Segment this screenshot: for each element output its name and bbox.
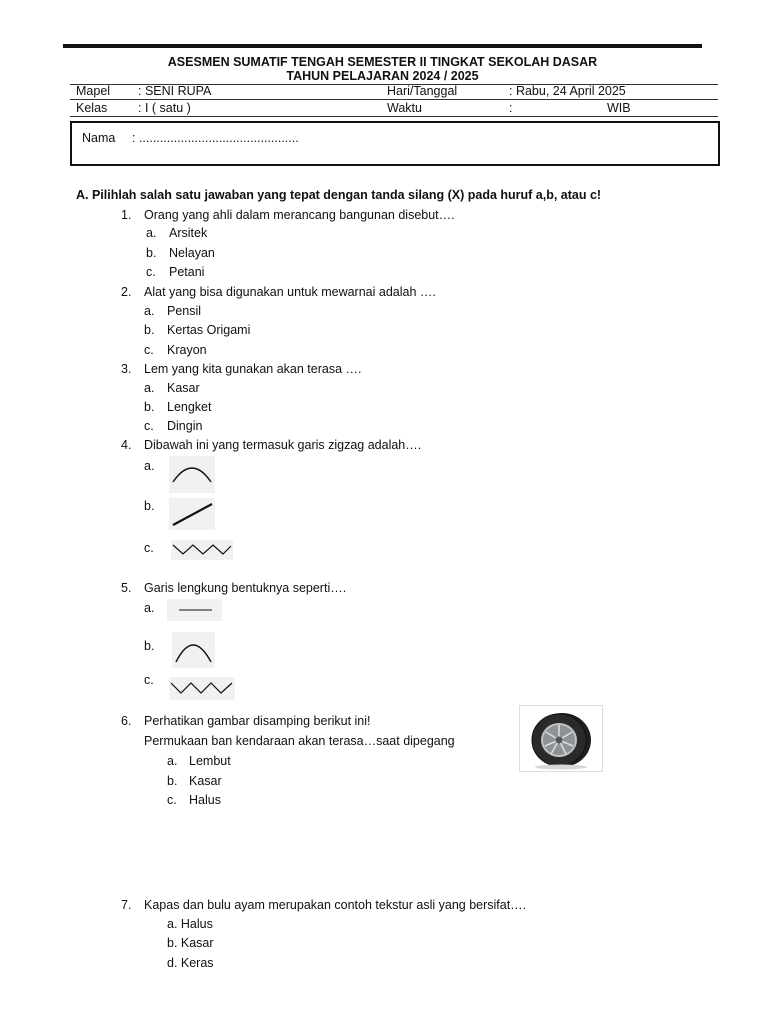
zigzag-line-icon-2[interactable]	[169, 677, 235, 700]
q6-option-c-letter: c.	[167, 793, 177, 807]
q6-option-c[interactable]: Halus	[189, 793, 221, 807]
exam-title: ASESMEN SUMATIF TENGAH SEMESTER II TINGKAT SEKOLAH DASAR	[167, 55, 598, 69]
q6-option-b-letter: b.	[167, 774, 178, 788]
q5-option-c-letter: c.	[144, 673, 154, 687]
q3-number: 3.	[121, 362, 132, 376]
q2-text: Alat yang bisa digunakan untuk mewarnai adalah ….	[144, 285, 436, 299]
q7-option-b[interactable]: b. Kasar	[167, 936, 214, 950]
kelas-label: Kelas	[76, 101, 108, 115]
q1-option-a-letter: a.	[146, 226, 157, 240]
diagonal-line-icon[interactable]	[169, 498, 215, 530]
header-top-rule	[63, 44, 702, 48]
arc-line-icon-2[interactable]	[172, 632, 215, 668]
q2-option-c-letter: c.	[144, 343, 154, 357]
header-divider-bottom	[70, 116, 718, 117]
name-label: Nama	[82, 131, 116, 145]
q6-option-b[interactable]: Kasar	[189, 774, 222, 788]
q2-number: 2.	[121, 285, 132, 299]
q1-option-b[interactable]: Nelayan	[169, 246, 215, 260]
q2-option-a-letter: a.	[144, 304, 155, 318]
q4-number: 4.	[121, 438, 132, 452]
tire-icon	[519, 705, 603, 772]
name-box[interactable]	[70, 121, 720, 166]
q7-option-c[interactable]: d. Keras	[167, 956, 214, 970]
q6-option-a[interactable]: Lembut	[189, 754, 231, 768]
q4-option-a-letter: a.	[144, 459, 155, 473]
q5-option-b-letter: b.	[144, 639, 155, 653]
q4-option-b-letter: b.	[144, 499, 155, 513]
q6-text: Perhatikan gambar disamping berikut ini!	[144, 714, 371, 728]
q2-option-a[interactable]: Pensil	[167, 304, 202, 318]
mapel-label: Mapel	[76, 84, 111, 98]
q3-option-b[interactable]: Lengket	[167, 400, 212, 414]
q1-option-b-letter: b.	[146, 246, 157, 260]
hari-value: : Rabu, 24 April 2025	[509, 84, 626, 98]
q4-text: Dibawah ini yang termasuk garis zigzag adalah….	[144, 438, 422, 452]
q4-option-c-letter: c.	[144, 541, 154, 555]
q3-option-a-letter: a.	[144, 381, 155, 395]
name-field[interactable]: : ..............................................	[132, 131, 299, 145]
q1-option-a[interactable]: Arsitek	[169, 226, 208, 240]
q2-option-c[interactable]: Krayon	[167, 343, 207, 357]
mapel-value: : SENI RUPA	[138, 84, 212, 98]
header-divider-mid	[70, 99, 718, 100]
q2-option-b-letter: b.	[144, 323, 155, 337]
q7-text: Kapas dan bulu ayam merupakan contoh tekstur asli yang bersifat….	[144, 898, 527, 912]
q7-option-a[interactable]: a. Halus	[167, 917, 213, 931]
q1-number: 1.	[121, 208, 132, 222]
q3-option-a[interactable]: Kasar	[167, 381, 200, 395]
q2-option-b[interactable]: Kertas Origami	[167, 323, 251, 337]
q3-option-c-letter: c.	[144, 419, 154, 433]
q6-option-a-letter: a.	[167, 754, 178, 768]
kelas-value: : I ( satu )	[138, 101, 191, 115]
hari-label: Hari/Tanggal	[387, 84, 458, 98]
exam-year: TAHUN PELAJARAN 2024 / 2025	[286, 69, 479, 83]
waktu-colon: :	[509, 101, 513, 115]
q3-option-c[interactable]: Dingin	[167, 419, 203, 433]
q7-number: 7.	[121, 898, 132, 912]
waktu-unit: WIB	[607, 101, 631, 115]
arc-line-icon[interactable]	[169, 456, 215, 493]
q3-text: Lem yang kita gunakan akan terasa ….	[144, 362, 362, 376]
q5-text: Garis lengkung bentuknya seperti….	[144, 581, 347, 595]
q5-number: 5.	[121, 581, 132, 595]
section-a-instruction: A. Pilihlah salah satu jawaban yang tepat dengan tanda silang (X) pada huruf a,b, atau c!	[76, 188, 602, 202]
q6-number: 6.	[121, 714, 132, 728]
zigzag-line-icon[interactable]	[171, 540, 233, 560]
q1-text: Orang yang ahli dalam merancang bangunan disebut….	[144, 208, 455, 222]
straight-line-icon[interactable]	[167, 599, 222, 621]
q1-option-c-letter: c.	[146, 265, 156, 279]
q6-text2: Permukaan ban kendaraan akan terasa…saat dipegang	[144, 734, 455, 748]
q5-option-a-letter: a.	[144, 601, 155, 615]
q3-option-b-letter: b.	[144, 400, 155, 414]
waktu-label: Waktu	[387, 101, 422, 115]
q1-option-c[interactable]: Petani	[169, 265, 205, 279]
